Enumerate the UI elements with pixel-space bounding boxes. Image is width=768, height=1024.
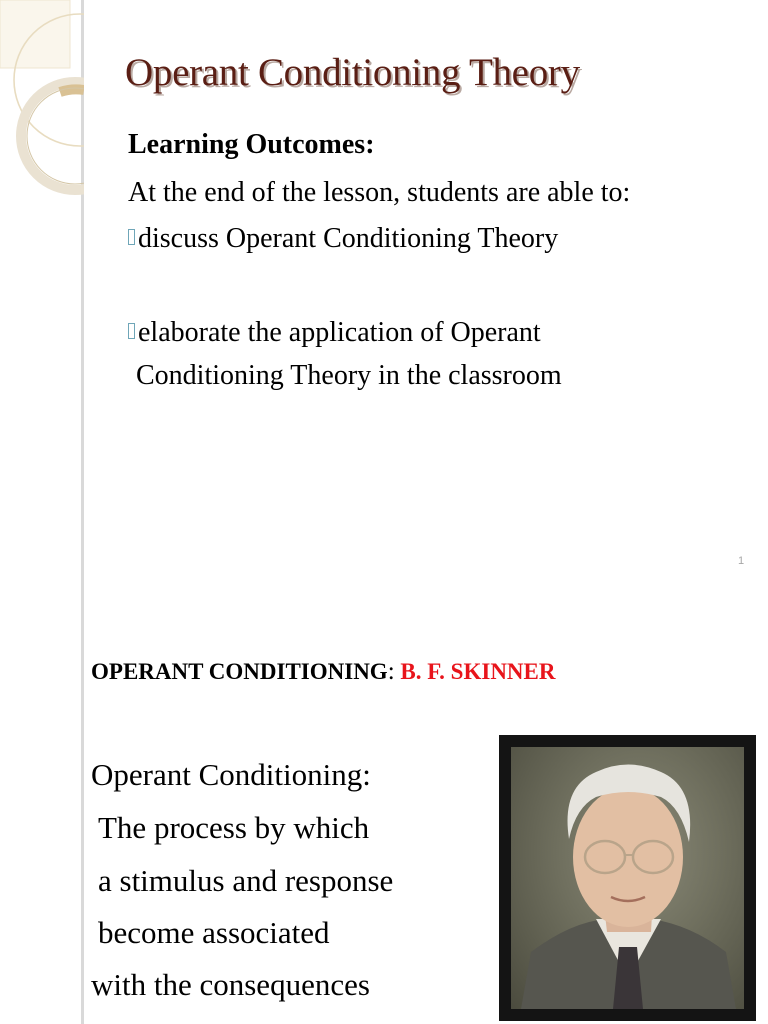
portrait-image: [511, 747, 744, 1009]
definition-line: become associated: [98, 915, 330, 950]
heading-separator: :: [387, 658, 395, 685]
decorative-rings: [0, 0, 84, 200]
bullet-text: discuss Operant Conditioning Theory: [138, 223, 559, 254]
skinner-name: B. F. SKINNER: [400, 659, 556, 684]
bullet-item: [128, 223, 558, 255]
bullet-text-continuation: Conditioning Theory in the classroom: [136, 360, 562, 391]
definition-line: a stimulus and response: [98, 863, 394, 898]
missing-glyph-box-icon: [128, 323, 135, 339]
slide-title: Operant Conditioning Theory: [125, 51, 580, 94]
bullet-item: [128, 317, 541, 349]
bullet-text: elaborate the application of Operant: [138, 317, 541, 348]
slide2-heading: [91, 658, 556, 686]
page-number: 1: [738, 555, 745, 567]
definition-line: Operant Conditioning:: [91, 757, 371, 792]
intro-text: At the end of the lesson, students are able to:: [128, 177, 631, 208]
missing-glyph-box-icon: [128, 229, 135, 245]
definition-line: with the consequences: [91, 967, 370, 1002]
heading-label: OPERANT CONDITIONING: [91, 659, 388, 684]
definition-line: The process by which: [98, 810, 370, 845]
learning-outcomes-heading: Learning Outcomes:: [128, 129, 375, 160]
skinner-portrait-photo: [499, 735, 756, 1021]
